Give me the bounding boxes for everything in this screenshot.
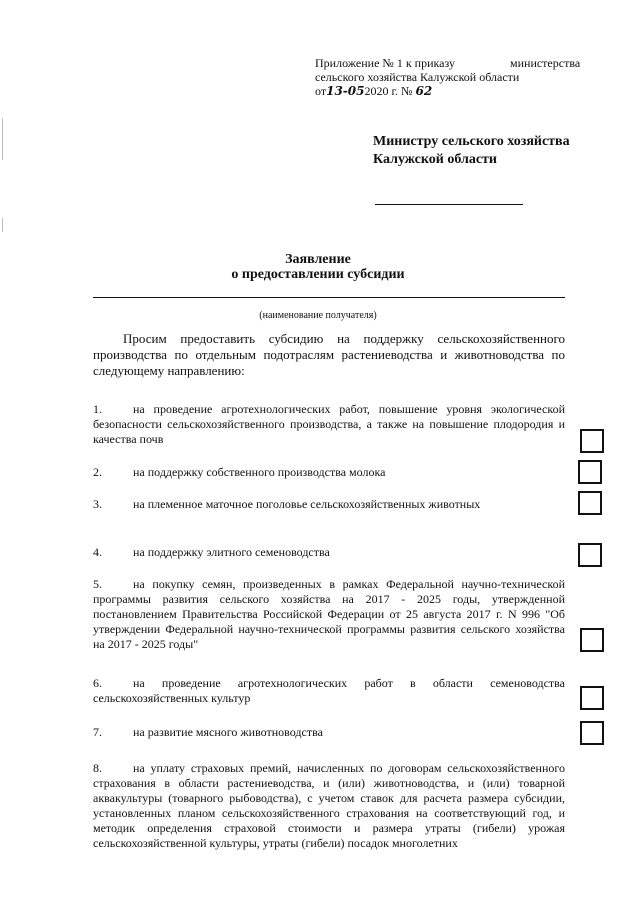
recipient-name-line [93, 297, 565, 298]
document-title: Заявление [285, 252, 351, 267]
item-text: на проведение агротехнологических работ, повышение уровня экологической безопасности сельскохозяйственного производства, а также на повышение плодородия и качества почв [93, 402, 565, 446]
item-number: 3. [93, 497, 102, 511]
item-text: на покупку семян, произведенных в рамках Федеральной научно-технической программы развития сельского хозяйства на 2017 - 2025 годы, утвержденной постановлением Правительства Российской Федерации от 25 августа 2017 г. N 996 "Об утверждении Федеральной научно-технической программы развития сельского хозяйства на 2017 - 2025 годы" [93, 577, 565, 651]
scan-edge-mark [2, 118, 3, 160]
list-item-1 [93, 402, 565, 447]
item-7-checkbox[interactable] [580, 721, 604, 745]
intro-paragraph: Просим предоставить субсидию на поддержку сельскохозяйственного производства по отдельным подотраслям растениеводства и животноводства по следующему направлению: [93, 331, 565, 378]
list-item-4 [93, 545, 565, 560]
item-text: на развитие мясного животноводства [133, 725, 323, 739]
order-year-number-label: 2020 г. № [364, 84, 413, 98]
document-subtitle: о предоставлении субсидии [231, 267, 405, 282]
item-number: 2. [93, 465, 102, 479]
scan-edge-mark [2, 218, 3, 232]
item-4-checkbox[interactable] [578, 543, 602, 567]
appendix-line2: сельского хозяйства Калужской области [315, 70, 520, 84]
order-date-prefix: от [315, 84, 327, 98]
handwritten-order-number: 62 [415, 84, 433, 98]
item-text: на проведение агротехнологических работ в области семеноводства сельскохозяйственных культур [93, 676, 565, 705]
item-1-checkbox[interactable] [580, 429, 604, 453]
item-3-checkbox[interactable] [578, 491, 602, 515]
list-item-3 [93, 497, 565, 512]
list-item-7 [93, 725, 565, 740]
appendix-line1-left: Приложение № 1 к приказу [315, 56, 455, 70]
list-item-6 [93, 676, 565, 706]
list-item-8 [93, 761, 565, 851]
appendix-line3 [315, 84, 432, 99]
item-number: 8. [93, 761, 102, 775]
item-number: 6. [93, 676, 102, 690]
item-number: 7. [93, 725, 102, 739]
item-text: на уплату страховых премий, начисленных по договорам сельскохозяйственного страхования в области растениеводства, и (или) животноводства, и (или) товарной аквакультуры (товарного рыбоводства), с учетом ставок для расчета размера субсидии, установленных планом сельскохозяйственного страхования на соответствующий год, и методик определения страховой стоимости и размера утраты (гибели) урожая сельскохозяйственной культуры, утраты (гибели) посадок многолетних [93, 761, 565, 850]
item-text: на племенное маточное поголовье сельскохозяйственных животных [133, 497, 481, 511]
item-text: на поддержку элитного семеноводства [133, 545, 330, 559]
appendix-line1-right: министерства [510, 56, 581, 70]
addressee: Министру сельского хозяйства Калужской области [373, 134, 570, 167]
list-item-5 [93, 577, 565, 652]
list-item-2 [93, 465, 565, 480]
item-number: 5. [93, 577, 102, 591]
item-text: на поддержку собственного производства молока [133, 465, 386, 479]
item-number: 1. [93, 402, 102, 416]
item-number: 4. [93, 545, 102, 559]
item-6-checkbox[interactable] [580, 686, 604, 710]
recipient-caption: (наименование получателя) [259, 310, 377, 321]
item-2-checkbox[interactable] [578, 460, 602, 484]
item-5-checkbox[interactable] [580, 628, 604, 652]
handwritten-date: 13-05 [326, 84, 365, 98]
addressee-signature-line [375, 204, 523, 205]
